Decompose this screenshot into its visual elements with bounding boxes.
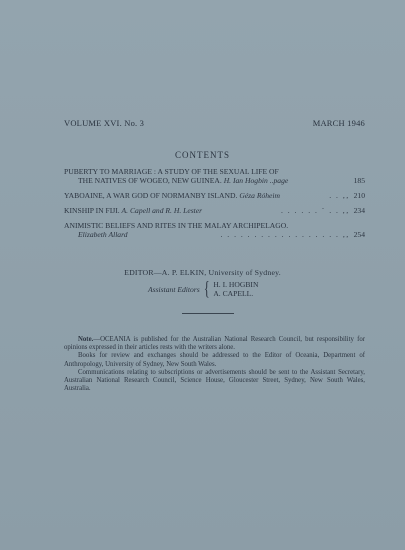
assistant-editor-name: A. CAPELL. (213, 289, 254, 298)
note-paragraph: Note.—OCEANIA is published for the Australian National Research Council, but responsibility for opinions expressed in their articles rests with the writers alone. (64, 336, 365, 352)
toc-entry-dots: ..page (269, 176, 289, 185)
toc-entry-dots: . . ,, (329, 191, 350, 200)
publication-notes (64, 336, 365, 393)
toc-entry-title: PUBERTY TO MARRIAGE : A STUDY OF THE SEXUAL LIFE OF (64, 167, 279, 176)
toc-entry-title: THE NATIVES OF WOGEO, NEW GUINEA. (78, 176, 222, 185)
assistant-editor-name: H. I. HOGBIN (213, 280, 259, 289)
toc-entry-page: 234 (353, 206, 365, 215)
toc-entry-author: A. Capell and R. H. Lester (121, 206, 203, 215)
toc-entry[interactable] (64, 221, 365, 239)
toc-entry-dots: . . . . . . ` . . ,, (281, 206, 350, 215)
toc-entry-title: YABOAINE, A WAR GOD OF NORMANBY ISLAND. (64, 191, 238, 200)
toc-entry-title: ANIMISTIC BELIEFS AND RITES IN THE MALAY ARCHIPELAGO. (64, 221, 289, 230)
toc-entry[interactable] (64, 167, 365, 185)
contents-heading: CONTENTS (175, 150, 230, 160)
toc-entry-title: KINSHIP IN FIJI. (64, 206, 120, 215)
toc-entry-page: 185 (353, 176, 365, 185)
toc-entry-page: 254 (353, 230, 365, 239)
issue-header (64, 118, 365, 128)
toc-entry[interactable] (64, 206, 365, 215)
assistant-editors (148, 280, 258, 298)
toc-entry-author: H. Ian Hogbin (223, 176, 268, 185)
brace-icon: { (203, 278, 210, 300)
divider (182, 313, 234, 314)
note-paragraph: Books for review and exchanges should be addressed to the Editor of Oceania, Department of Anthropology, University of Sydney, New South Wales. (64, 352, 365, 368)
volume-number: VOLUME XVI. No. 3 (64, 118, 145, 128)
table-of-contents (64, 167, 365, 245)
note-lead: Note. (78, 336, 94, 343)
editor-line: EDITOR—A. P. ELKIN, University of Sydney. (124, 268, 281, 277)
toc-entry-page: 210 (353, 191, 365, 200)
toc-entry-author: Géza Róheim (239, 191, 281, 200)
note-paragraph: Communications relating to subscriptions or advertisements should be sent to the Assistant Secretary, Australian National Research Council, Science House, Gloucester Street, Sydney, New South Wales, Australia. (64, 368, 365, 393)
issue-date: MARCH 1946 (312, 118, 365, 128)
assistant-editors-names (213, 280, 258, 298)
toc-entry-author: Elizabeth Allard (78, 230, 128, 239)
toc-entry[interactable] (64, 191, 365, 200)
assistant-editors-label: Assistant Editors (148, 284, 200, 294)
toc-entry-dots: . . . . . . . . . . . . . . . . . . ,, (220, 230, 350, 239)
